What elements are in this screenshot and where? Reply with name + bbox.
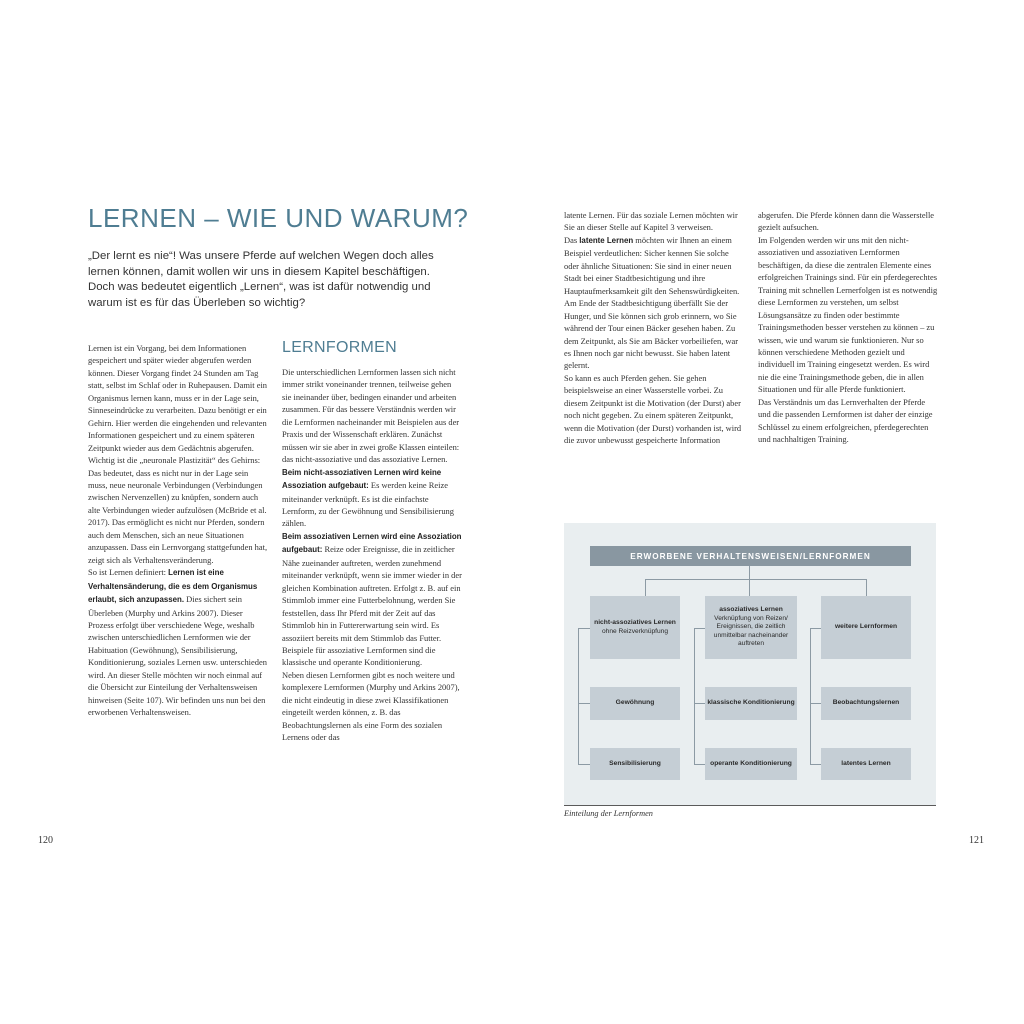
text-column-2 [282,366,462,744]
box-sensibilisierung: Sensibilisierung [590,748,680,780]
chapter-title: LERNEN – WIE UND WARUM? [88,203,469,233]
box-gewoehnung: Gewöhnung [590,687,680,720]
connector-line [645,579,866,580]
paragraph: abgerufen. Die Pferde können dann die Wasserstelle gezielt aufsuchen. [758,210,935,233]
connector-line [810,764,821,765]
paragraph: So ist Lernen definiert: Lernen ist eine Verhaltensänderung, die es dem Organismus erlaubt, sich anzupassen. Dies sichert sein Überleben (Murphy und Arkins 2007). Dieser Prozess erfolgt über verschiedene Wege, weshalb zwischen unterschiedlichen Lernformen wie der Habituation (Gewöhnung), Sensibilisierung, Konditionierung, soziales Lernen usw. unterschieden wird. An dieser Stelle möchten wir noch einmal auf die Übersicht zur Einteilung der Verhaltensweisen hinweisen (Seite 107). Wir befinden uns nun bei den erworbenen Verhaltensweisen. [88,567,267,718]
connector-line [810,703,821,704]
paragraph: Die unterschiedlichen Lernformen lassen sich nicht immer strikt voneinander trennen, teilweise gehen sie ineinander über, bedingen einander und arbeiten zusammen. Für das bessere Verständnis werden wir die Lernformen nacheinander mit Beispielen aus der Praxis und der Wissenschaft erklären. Zunächst müssen wir sie aber in zwei große Klassen einteilen: das nicht-assoziative und das assoziative Lernen. [282,367,460,465]
connector-line [578,764,590,765]
diagram-header: ERWORBENE VERHALTENSWEISEN/LERNFORMEN [590,546,911,566]
text-column-4 [758,209,938,446]
connector-line [694,764,705,765]
page-number-right: 121 [969,835,984,846]
page-number-left: 120 [38,835,53,846]
box-latentes-lernen: latentes Lernen [821,748,911,780]
paragraph: Das Verständnis um das Lernverhalten der Pferde und die passenden Lernformen ist daher der einzige Schlüssel zu einem erfolgreichen, pferdegerechten und nachhaltigen Training. [758,396,933,445]
box-weitere-lernformen: weitere Lernformen [821,596,911,659]
connector-line [578,703,590,704]
paragraph: latente Lernen. Für das soziale Lernen möchten wir Sie an dieser Stelle auf Kapitel 3 verweisen. [564,210,738,233]
connector-line [866,579,867,596]
box-beobachtungslernen: Beobachtungslernen [821,687,911,720]
definition-bold: Lernen ist eine Verhaltensänderung, die es dem Organismus erlaubt, sich anzupassen. [88,568,258,605]
diagram-caption: Einteilung der Lernformen [564,809,653,818]
paragraph: Lernen ist ein Vorgang, bei dem Informationen gespeichert und später wieder abgerufen werden können. Dieser Vorgang findet 24 Stunden am Tag statt, selbst im Schlaf oder in Ruhepausen. Damit ein Organismus lernen kann, muss er in der Lage sein, Sinneseindrücke zu verarbeiten. Dazu benötigt er ein Gehirn. Hier werden die eingehenden und relevanten Informationen gespeichert und zu einem späteren Zeitpunkt wieder aus dem Gedächtnis abgerufen. Wichtig ist die „neuronale Plastizität“ des Gehirns: Das bedeutet, dass es nicht nur in der Lage sein muss, neue neuronale Verbindungen (Verbindungen zwischen Nervenzellen) zu knüpfen, sondern auch alte Verbindungen wieder aufzulösen (McBride et al. 2017). Das ermöglicht es nicht nur Pferden, sondern auch dem Menschen, sich an neue Situationen anzupassen. Dass ein Lernvorgang stattgefunden hat, zeigt sich als Verhaltensveränderung. [88,343,268,565]
connector-line [810,628,811,764]
connector-line [810,628,821,629]
connector-line [694,628,705,629]
connector-line [749,579,750,596]
text-column-3 [564,209,744,447]
connector-line [578,628,579,764]
chapter-intro: „Der lernt es nie“! Was unsere Pferde auf welchen Wegen doch alles lernen können, damit wollen wir uns in diesem Kapitel beschäftigen. Doch was bedeutet eigentlich „Lernen“, was ist dafür notwendig und warum ist es für das Überleben so wichtig? [88,250,434,309]
paragraph: Das latente Lernen möchten wir Ihnen an einem Beispiel verdeutlichen: Sicher kennen Sie solche oder ähnliche Situationen: Sie sind in einer neuen Stadt bei einer Stadtbesichtigung und ihre Hauptaufmerksamkeit gilt den Sehenswürdigkeiten. Am Ende der Stadtbesichtigung überfällt Sie der Hunger, und Sie können sich grob erinnern, wo Sie während der Tour einen Bäcker gesehen haben. Zu dem Zeitpunkt, als Sie am Bäcker vorbeiliefen, war es Ihnen noch gar nicht bewusst. Sie haben latent gelernt. [564,234,740,371]
box-operante-konditionierung: operante Konditionierung [705,748,797,780]
text-column-1 [88,342,268,719]
connector-line [694,703,705,704]
box-klassische-konditionierung: klassische Konditionierung [705,687,797,720]
connector-line [645,579,646,596]
connector-line [749,566,750,580]
connector-line [694,628,695,764]
paragraph: Neben diesen Lernformen gibt es noch weitere und komplexere Lernformen (Murphy und Arkins 2007), die nicht eindeutig in diese zwei Klassifikationen eingeteilt werden können, z. B. das Beobachtungslernen als eine Form des sozialen Lernens oder das [282,669,460,743]
box-assoziatives-lernen: assoziatives Lernen Verknüpfung von Reizen/ Ereignissen, die zeitlich unmittelbar nacheinander auftreten [705,596,797,659]
paragraph: Beim nicht-assoziativen Lernen wird keine Assoziation aufgebaut: Es werden keine Reize miteinander verknüpft. Es ist die einfachste Lernform, zu der Gewöhnung und Sensibilisierung zählen. [282,467,454,529]
connector-line [578,628,590,629]
box-nicht-assoziatives-lernen: nicht-assoziatives Lernen ohne Reizverknüpfung [590,596,680,659]
paragraph: So kann es auch Pferden gehen. Sie gehen beispielsweise an einer Wasserstelle vorbei. Zu diesem Zeitpunkt ist die Motivation (der Durst) aber noch nicht gegeben. Zu einem späteren Zeitpunkt, wenn die Motivation (der Durst) vorhanden ist, wird die zuvor unbewusst gespeicherte Information [564,372,742,446]
paragraph: Beim assoziativen Lernen wird eine Assoziation aufgebaut: Reize oder Ereignisse, die in zeitlicher Nähe zueinander auftreten, werden zunehmend miteinander verknüpft, wenn sie immer wieder in der gleichen Kombination auftreten. Erfolgt z. B. auf ein Stimmlob immer eine Futterbelohnung, werden Sie feststellen, dass Ihr Pferd mit der Zeit auf das Stimmlob hin in Futtererwartung sein wird. Es assoziiert bereits mit dem Stimmlob das Futter. Beispiele für assoziative Lernformen sind die klassische und operante Konditionierung. [282,531,462,668]
paragraph: Im Folgenden werden wir uns mit den nicht-assoziativen und assoziativen Lernformen beschäftigen, da diese die zentralen Elemente eines erfolgreichen Trainings sind. Für ein pferdegerechtes Training mit schnellen Lernerfolgen ist es notwendig diese Lernformen zu verstehen, um selbst Lösungsansätze zu finden oder bestimmte Trainingsmethoden besser verstehen zu können – zu wissen, wie und warum sie funktionieren. Nur so können verschiedene Methoden gezielt und individuell im Training eingesetzt werden. Es wird nie die eine Trainingsmethode geben, die in allen Situationen und für alle Pferde funktioniert. [758,234,938,395]
diagram-rule [564,805,936,806]
section-heading: LERNFORMEN [282,339,398,356]
